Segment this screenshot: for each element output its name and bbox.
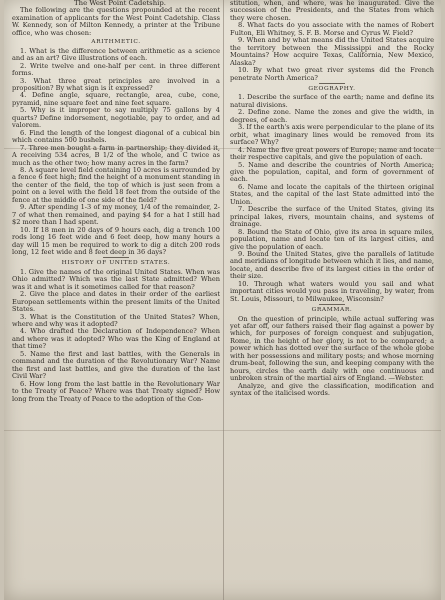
question-item: 5. Name the first and last battles, with the Generals in command and the duration of the Revolutionary War? Name the first and last battles, and give the duration of the last Civil War? bbox=[12, 349, 220, 381]
section-heading-arithmetic: ARITHMETIC. bbox=[91, 39, 141, 46]
article-intro: The following are the questions propounded at the recent examination of applicants for the West Point Cadetship. Class W. Kennedy, son of Milton Kennedy, a printer at the Tribune office, who was chosen: bbox=[12, 6, 220, 37]
question-item: 7. Three men bought a farm in partnership; they divided it, A receiving 534 acres, B 1/2 of the whole, and C twice as much as the other two; how many acres in the farm? bbox=[12, 143, 220, 167]
article-title: The West Point Cadetship. bbox=[74, 0, 166, 7]
section-divider bbox=[319, 304, 345, 305]
question-item: 2. Define zone. Name the zones and give the width, in degrees, of each. bbox=[230, 108, 434, 124]
question-item: 4. Define angle, square, rectangle, area, cube, cone, pyramid, nine square feet and nine feet square. bbox=[12, 91, 220, 107]
question-item: 4. Who drafted the Declaration of Independence? When and where was it adopted? Who was the King of England at that time? bbox=[12, 327, 220, 351]
section-divider bbox=[103, 257, 129, 258]
question-item: 10. Through what waters would you sail and what important cities would you pass in traveling, by water, from St. Louis, Missouri, to Milwaukee, Wisconsin? bbox=[230, 279, 434, 303]
grammar-task: Analyze, and give the classification, modification and syntax of the italicised words. bbox=[230, 381, 434, 398]
question-item: 3. If the earth's axis were perpendicular to the plane of its orbit, what imaginary lines would be removed from its surface? Why? bbox=[230, 123, 434, 147]
left-column bbox=[12, 0, 220, 600]
question-item: 5. Name and describe the countries of North America; give the population, capital, and form of government of each. bbox=[230, 160, 434, 184]
question-item: 9. Bound the United States, give the parallels of latitude and meridians of longitude between which it lies, and name, locate, and describe five of its largest cities in the order of their size. bbox=[230, 249, 434, 281]
history-questions bbox=[12, 269, 220, 403]
question-item: 4. Name the five great powers of Europe; name and locate their respective capitals, and give the population of each. bbox=[230, 145, 434, 162]
section-heading-history: HISTORY OF UNITED STATES. bbox=[61, 260, 171, 267]
column-divider bbox=[223, 0, 224, 600]
section-heading-geography: GEOGRAPHY. bbox=[308, 85, 356, 92]
geography-questions bbox=[230, 94, 434, 303]
question-item: 5. Why is it improper to say multiply 75 gallons by 4 quarts? Define indorsement, negotiable, pay to order, and ad valorem. bbox=[12, 106, 220, 130]
section-divider bbox=[319, 83, 345, 84]
grammar-passage: On the question of principle, while actual suffering was yet afar off, our fathers raised their flag against a power by which, for purposes of foreign conquest and subjugation, Rome, in the height of her glory, is not to be compared; a power which has dotted over the surface of the whole globe with her possessions and military posts; and whose morning drum-beat, following the sun, and keeping company with the hours, circles the earth daily with one continuous and unbroken strain of the martial airs of England. —Webster. bbox=[230, 314, 434, 383]
question-item: 10. By what two great river systems did the French penetrate North America? bbox=[230, 66, 434, 82]
question-item: 6. How long from the last battle in the Revolutionary War to the Treaty of Peace? Where was that Treaty signed? How long from the Treaty of Peace to the adoption of the Con- bbox=[12, 379, 220, 403]
question-item: 10. If 18 men in 20 days of 9 hours each, dig a trench 100 rods long 16 feet wide and 6 feet deep, how many hours a day will 15 men be required to work to dig a ditch 200 rods long, 12 feet wide and 8 feet deep in 36 days? bbox=[12, 225, 220, 256]
question-item: 8. Bound the State of Ohio, give its area in square miles, population, name and locate ten of its largest cities, and give the population of each. bbox=[230, 227, 434, 251]
arithmetic-questions bbox=[12, 48, 220, 257]
question-item: 1. Describe the surface of the earth; name and define its natural divisions. bbox=[230, 93, 434, 109]
history-questions-continued bbox=[230, 22, 434, 82]
question-item: 8. A square level field containing 10 acres is surrounded by a fence 6 feet high; find the height of a monument standing in the center of the field, the top of which is just seen from a point on a level with the field 18 feet from the outside of the fence at the middle of one side of the field? bbox=[12, 165, 220, 204]
question-item: 9. After spending 1-3 of my money, 1/4 of the remainder, 2-7 of what then remained, and paying $4 for a hat I still had $2 more than I had spent. bbox=[12, 203, 220, 227]
question-item: 9. When and by what means did the United States acquire the territory between the Mississippi and the Rocky Mountains? How acquire Texas, California, New Mexico, Alaska? bbox=[230, 36, 434, 67]
newspaper-clipping bbox=[4, 0, 441, 600]
question-item: 3. What is the Constitution of the United States? When, where and why was it adopted? bbox=[12, 312, 220, 329]
question-item: 7. Describe the surface of the United States, giving its principal lakes, rivers, mountain chains, and systems of drainage. bbox=[230, 205, 434, 229]
question-item: 6. Name and locate the capitals of the thirteen original States, and the capital of the last State admitted into the Union. bbox=[230, 182, 434, 206]
question-item: 2. Write twelve and one-half per cent. in three different forms. bbox=[12, 61, 220, 78]
section-heading-grammar: GRAMMAR. bbox=[311, 307, 353, 314]
question-item: 6. Find the length of the longest diagonal of a cubical bin which contains 500 bushels. bbox=[12, 128, 220, 145]
question-item: 3. What three great principles are involved in a proposition? By what sign is it expressed? bbox=[12, 76, 220, 92]
right-column bbox=[230, 0, 434, 600]
question-item: 2. Give the place and dates in their order of the earliest European settlements within the present limits of the United States. bbox=[12, 290, 220, 314]
history-continuation: stitution, when, and where, was he inaugurated. Give the succession of the Presidents, and the States from which they were chosen. bbox=[230, 0, 434, 22]
question-item: 1. What is the difference between arithmetic as a science and as an art? Give illustrations of each. bbox=[12, 46, 220, 63]
question-item: 1. Give the names of the original United States. When was Ohio admitted? Which was the last State admitted? When was it and what is it sometimes called for that reason? bbox=[12, 267, 220, 291]
question-item: 8. What facts do you associate with the names of Robert Fulton, Eli Whitney, S. F. B. Morse and Cyrus W. Field? bbox=[230, 21, 434, 37]
